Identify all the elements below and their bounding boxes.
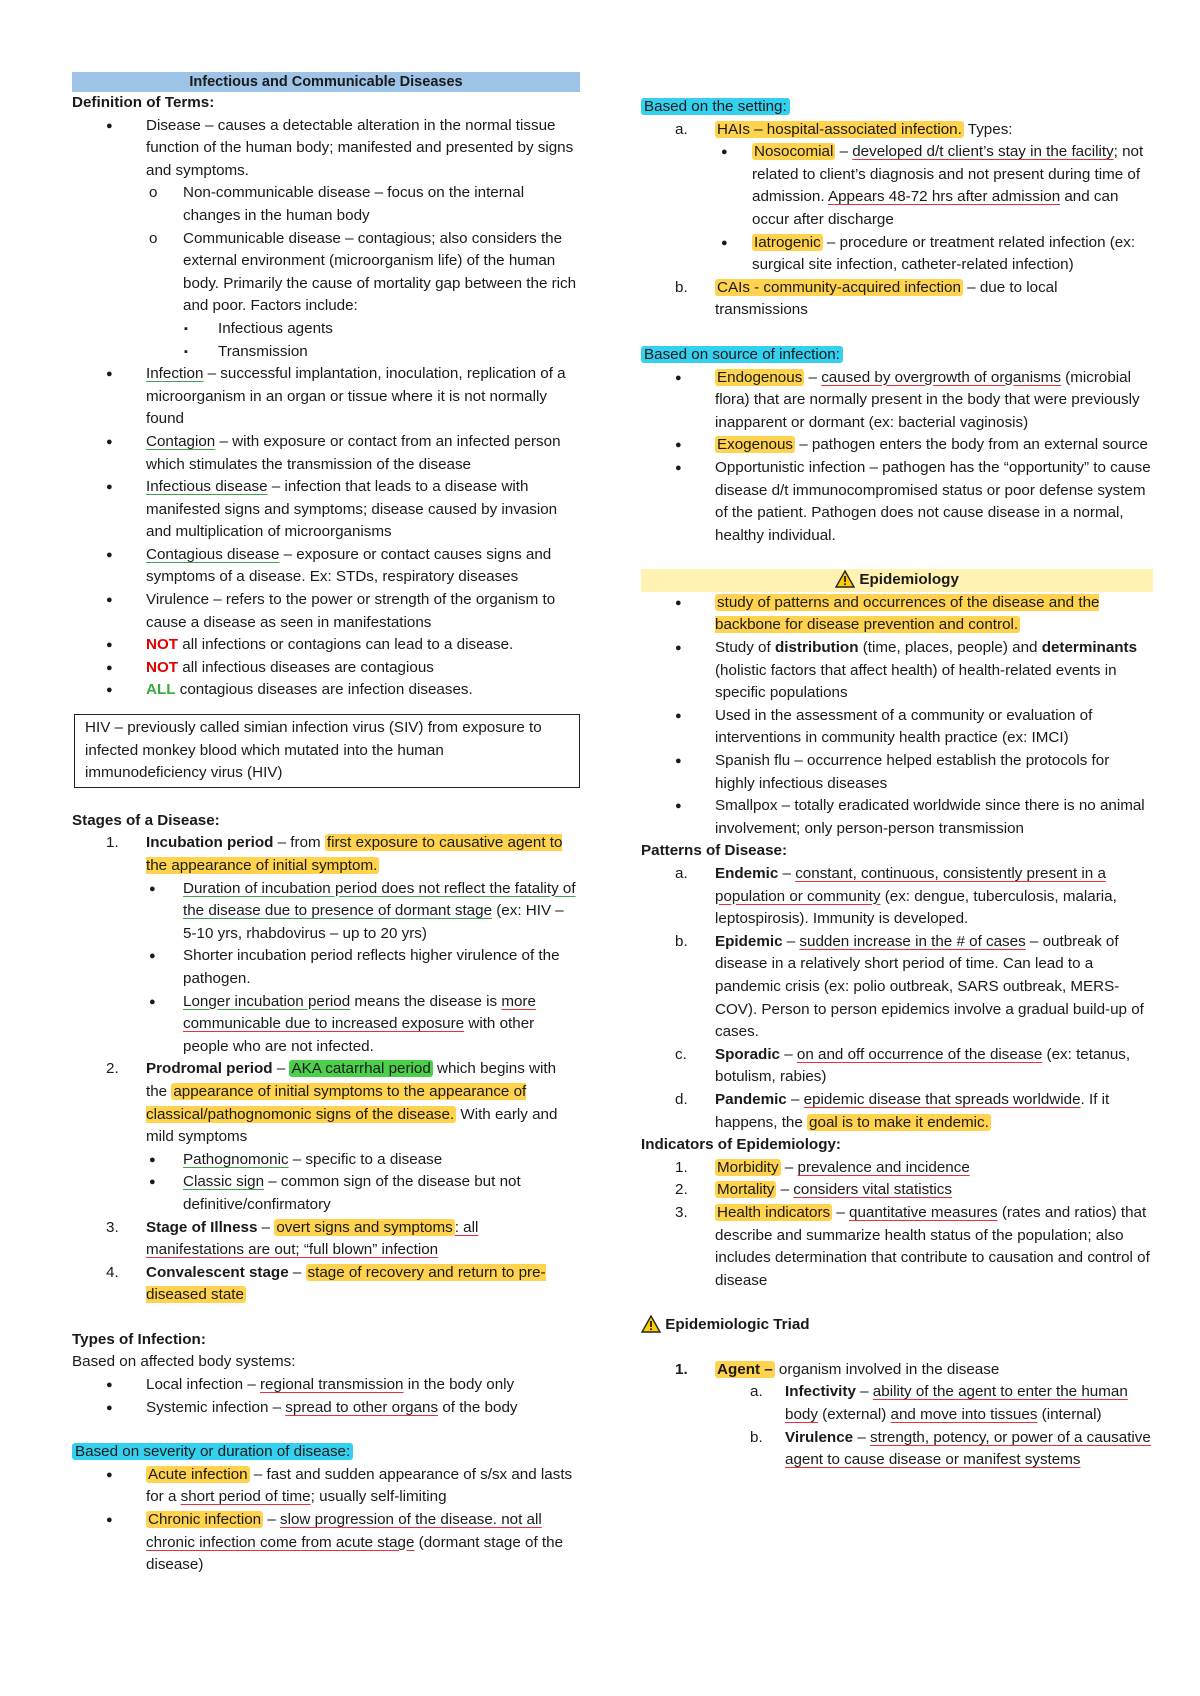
list-item: ● Classic sign – common sign of the disease but not definitive/confirmatory: [149, 1173, 521, 1213]
list-item: a. Endemic – constant, continuous, consistently present in a population or community (ex: dengue, tuberculosis, malaria, leptospirosis). Immunity is developed.: [675, 865, 1117, 928]
list-item: ● Infection – successful implantation, inoculation, replication of a microorganism in an organ or tissue where it is not normally found: [106, 365, 566, 428]
triad-list: [641, 1359, 1153, 1472]
list-item: ● NOT all infections or contagions can lead to a disease.: [72, 634, 580, 657]
list-item: ▪ Infectious agents: [72, 318, 580, 341]
bullet-icon: ●: [675, 439, 682, 452]
hiv-note-box: HIV – previously called simian infection virus (SIV) from exposure to infected monkey blood which mutated into the human immunodeficiency virus (HIV): [74, 714, 580, 788]
severity-list: [72, 1464, 580, 1577]
types-subheading: Based on affected body systems:: [72, 1353, 296, 1371]
bullet-icon: ●: [675, 709, 682, 722]
bullet-icon: ●: [106, 481, 113, 494]
list-item: ● Systemic infection – spread to other organs of the body: [72, 1397, 580, 1420]
definitions-heading: Definition of Terms:: [72, 94, 215, 111]
list-item: o Communicable disease – contagious; also considers the external environment (microorganism life) of the human body. Primarily the cause of mortality gap between the rich and poor. Factors include:: [149, 229, 577, 315]
circle-bullet-icon: o: [149, 229, 158, 247]
circle-bullet-icon: o: [149, 184, 158, 202]
square-bullet-icon: ▪: [184, 322, 188, 335]
list-item: 3. Health indicators – quantitative measures (rates and ratios) that describe and summarize health status of the population; also includes determination that contribute to causation and control of disease: [675, 1203, 1150, 1289]
list-item: ● Spanish flu – occurrence helped establish the protocols for highly infectious diseases: [675, 752, 1110, 792]
bullet-icon: ●: [149, 1176, 156, 1189]
list-item: ▪ Transmission: [72, 341, 580, 364]
bullet-icon: ●: [106, 1379, 113, 1392]
list-item: 2. Mortality – considers vital statistics: [675, 1181, 952, 1199]
warning-icon: [835, 570, 855, 588]
bullet-icon: ●: [675, 755, 682, 768]
list-item: o Non-communicable disease – focus on the internal changes in the human body: [149, 184, 525, 224]
list-item: ● Infectious disease – infection that leads to a disease with manifested signs and symptoms; disease caused by invasion and multiplication of microorganisms: [106, 478, 558, 541]
bullet-icon: ●: [721, 236, 728, 249]
list-item: 1. Incubation period – from first exposure to causative agent to the appearance of initial symptom.: [106, 834, 563, 874]
triad-heading: Epidemiologic Triad: [641, 1314, 1153, 1337]
list-item: ● Iatrogenic – procedure or treatment related infection (ex: surgical site infection, catheter-related infection): [721, 233, 1136, 274]
list-item: b. Epidemic – sudden increase in the # of cases – outbreak of disease in a relatively short period of time. Can lead to a pandemic crisis (ex: polio outbreak, SARS outbreak, MERS-COV). Person to person epidemics involve a gradual build-up of cases.: [675, 932, 1144, 1041]
bullet-icon: ●: [106, 1401, 113, 1414]
list-item: ● Opportunistic infection – pathogen has the “opportunity” to cause disease d/t immunocompromised status or poor defense system of the patient. Pathogen does not cause disease in a normal, healthy individual.: [675, 458, 1151, 544]
list-item: 1. Agent – organism involved in the disease: [675, 1360, 1000, 1378]
list-item: 1. Morbidity – prevalence and incidence: [675, 1158, 970, 1176]
types-heading: Types of Infection:: [72, 1330, 206, 1348]
list-item: a. HAIs – hospital-associated infection. Types:: [675, 120, 1013, 138]
list-item: 2. Prodromal period – AKA catarrhal period which begins with the appearance of initial symptoms to the appearance of classical/pathognomonic signs of the disease. With early and mild symptoms: [106, 1060, 558, 1146]
bullet-icon: ●: [675, 642, 682, 655]
list-item: ● Nosocomial – developed d/t client’s stay in the facility; not related to client’s diagnosis and not present during time of admission. Appears 48-72 hrs after admission and can occur after discharge: [721, 143, 1144, 228]
bullet-icon: ●: [149, 1153, 156, 1166]
epidemiology-heading: Epidemiology: [641, 569, 1153, 592]
stages-list: [72, 832, 580, 1306]
bullet-icon: ●: [106, 368, 113, 381]
bullet-icon: ●: [149, 995, 156, 1008]
list-item: ● Disease – causes a detectable alteration in the normal tissue function of the human body; manifested and presented by signs and symptoms.: [106, 116, 574, 179]
stages-heading: Stages of a Disease:: [72, 811, 220, 829]
list-item: ● Pathognomonic – specific to a disease: [72, 1149, 580, 1172]
list-item: ● Shorter incubation period reflects higher virulence of the pathogen.: [149, 947, 560, 987]
list-item: a. Infectivity – ability of the agent to enter the human body (external) and move into tissues (internal): [750, 1383, 1128, 1424]
bullet-icon: ●: [675, 461, 682, 474]
bullet-icon: ●: [675, 596, 682, 609]
list-item: ● Exogenous – pathogen enters the body from an external source: [641, 434, 1153, 457]
square-bullet-icon: ▪: [184, 345, 188, 358]
list-item: ● Acute infection – fast and sudden appearance of s/sx and lasts for a short period of time; usually self-limiting: [106, 1465, 573, 1506]
list-item: ● Longer incubation period means the disease is more communicable due to increased exposure with other people who are not infected.: [149, 992, 536, 1055]
warning-icon: [641, 1315, 661, 1333]
patterns-heading: Patterns of Disease:: [641, 842, 788, 860]
right-column: [641, 96, 1153, 1472]
list-item: b. CAIs - community-acquired infection – due to local transmissions: [675, 278, 1058, 319]
list-item: ● Study of distribution (time, places, people) and determinants (holistic factors that affect health) of health-related events in specific populations: [675, 639, 1138, 702]
list-item: ● study of patterns and occurrences of the disease and the backbone for disease prevention and control.: [675, 593, 1100, 634]
source-heading: Based on source of infection:: [641, 344, 1153, 367]
list-item: ● ALL contagious diseases are infection diseases.: [72, 679, 580, 702]
source-list: [641, 367, 1153, 548]
indicators-list: [641, 1157, 1153, 1293]
left-column: [72, 72, 580, 1577]
list-item: ● Local infection – regional transmission in the body only: [72, 1374, 580, 1397]
indicators-heading: Indicators of Epidemiology:: [641, 1136, 841, 1154]
definitions-list: [72, 115, 580, 702]
list-item: 4. Convalescent stage – stage of recovery and return to pre-diseased state: [106, 1263, 546, 1304]
bullet-icon: ●: [106, 1514, 113, 1527]
list-item: ● Chronic infection – slow progression of the disease. not all chronic infection come from acute stage (dormant stage of the disease): [106, 1511, 564, 1574]
bullet-icon: ●: [106, 435, 113, 448]
list-item: ● Duration of incubation period does not reflect the fatality of the disease due to presence of dormant stage (ex: HIV – 5-10 yrs, rhabdovirus – up to 20 yrs): [149, 879, 576, 942]
list-item: ● NOT all infectious diseases are contagious: [72, 657, 580, 680]
setting-list: [641, 119, 1153, 322]
body-systems-list: [72, 1374, 580, 1419]
patterns-list: [641, 863, 1153, 1134]
bullet-icon: ●: [675, 371, 682, 384]
bullet-icon: ●: [106, 548, 113, 561]
bullet-icon: ●: [149, 882, 156, 895]
list-item: d. Pandemic – epidemic disease that spreads worldwide. If it happens, the goal is to make it endemic.: [675, 1090, 1110, 1131]
bullet-icon: ●: [106, 661, 113, 674]
list-item: ● Endogenous – caused by overgrowth of organisms (microbial flora) that are normally present in the body that were previously inapparent or dormant (ex: bacterial vaginosis): [675, 368, 1140, 431]
bullet-icon: ●: [106, 119, 113, 132]
list-item: c. Sporadic – on and off occurrence of the disease (ex: tetanus, botulism, rabies): [675, 1045, 1131, 1086]
bullet-icon: ●: [675, 800, 682, 813]
list-item: ● Virulence – refers to the power or strength of the organism to cause a disease as seen in manifestations: [106, 591, 556, 631]
bullet-icon: ●: [721, 146, 728, 159]
bullet-icon: ●: [149, 950, 156, 963]
page-title: Infectious and Communicable Diseases: [72, 72, 580, 92]
list-item: 3. Stage of Illness – overt signs and symptoms : all manifestations are out; “full blown” infection: [106, 1218, 479, 1259]
list-item: ● Smallpox – totally eradicated worldwide since there is no animal involvement; only person-person transmission: [675, 797, 1145, 837]
epidemiology-list: [641, 592, 1153, 841]
severity-heading: Based on severity or duration of disease:: [72, 1441, 580, 1464]
list-item: ● Contagion – with exposure or contact from an infected person which stimulates the transmission of the disease: [106, 432, 561, 473]
bullet-icon: ●: [106, 684, 113, 697]
bullet-icon: ●: [106, 639, 113, 652]
bullet-icon: ●: [106, 1468, 113, 1481]
bullet-icon: ●: [106, 594, 113, 607]
list-item: b. Virulence – strength, potency, or power of a causative agent to cause disease or manifest systems: [750, 1428, 1151, 1469]
list-item: ● Used in the assessment of a community or evaluation of interventions in community health practice (ex: IMCI): [675, 706, 1093, 747]
setting-heading: Based on the setting:: [641, 96, 1153, 119]
list-item: ● Contagious disease – exposure or contact causes signs and symptoms of a disease. Ex: STDs, respiratory diseases: [106, 545, 552, 586]
